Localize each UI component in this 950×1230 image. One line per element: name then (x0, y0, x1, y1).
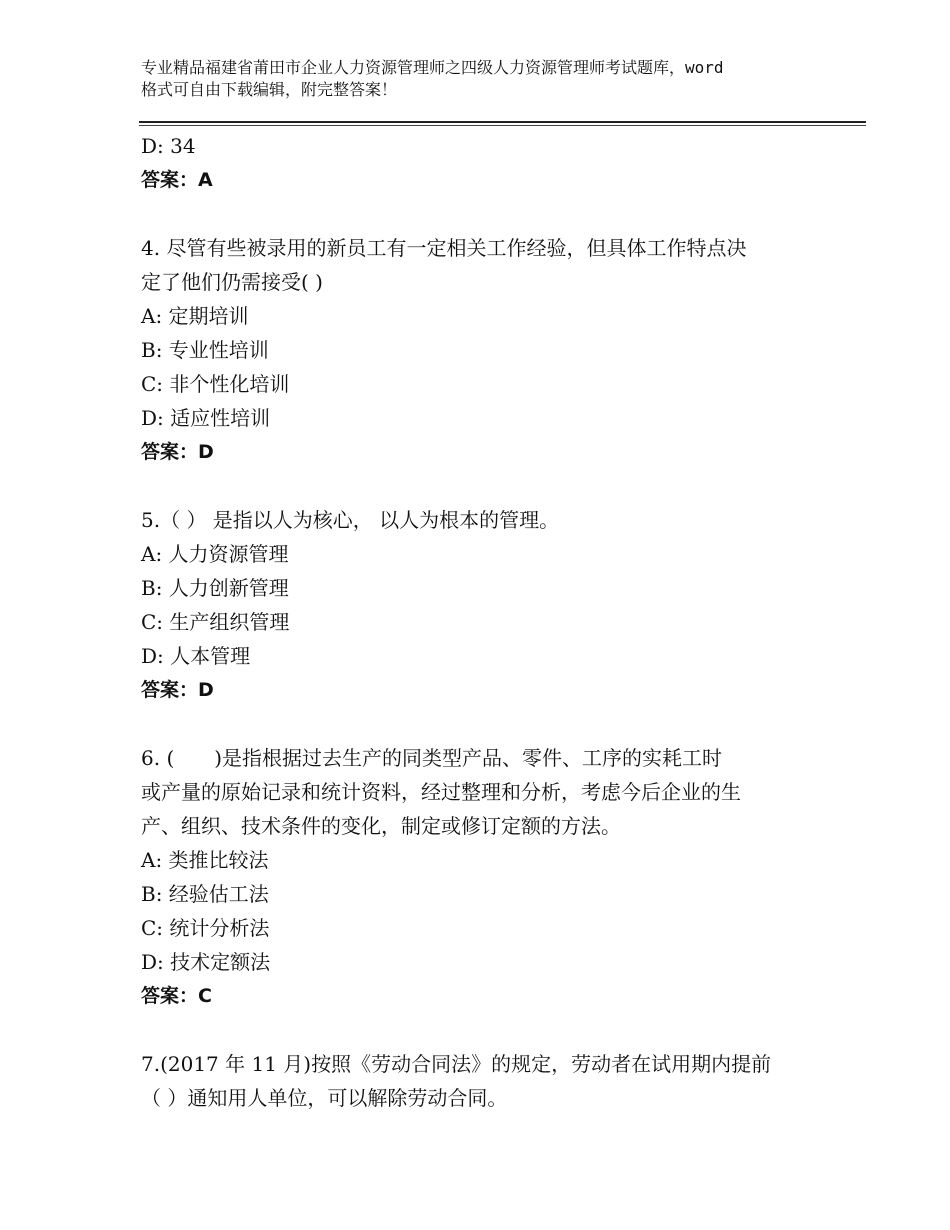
q5-stem-line-1: 5.（ ） 是指以人为核心， 以人为根本的管理。 (141, 508, 560, 532)
header-rule-thin (139, 125, 866, 126)
q6-option-d: D: 技术定额法 (141, 950, 271, 974)
document-header (141, 57, 821, 101)
q3-answer: 答案：A (141, 169, 213, 191)
q6-stem-line-2: 或产量的原始记录和统计资料，经过整理和分析，考虑今后企业的生 (141, 780, 741, 804)
q4-stem-line-2: 定了他们仍需接受( ) (141, 270, 323, 294)
q5-option-c: C: 生产组织管理 (141, 610, 290, 634)
header-line-1: 专业精品福建省莆田市企业人力资源管理师之四级人力资源管理师考试题库，word (141, 58, 724, 77)
q4-answer: 答案：D (141, 441, 214, 463)
q6-answer: 答案：C (141, 985, 212, 1007)
q4-option-b: B: 专业性培训 (141, 338, 269, 362)
q4-option-a: A: 定期培训 (141, 304, 249, 328)
q5-option-a: A: 人力资源管理 (141, 542, 289, 566)
header-rule-thick (139, 121, 866, 123)
q6-option-b: B: 经验估工法 (141, 882, 269, 906)
q4-option-c: C: 非个性化培训 (141, 372, 290, 396)
q5-option-d: D: 人本管理 (141, 644, 251, 668)
q5-answer: 答案：D (141, 679, 214, 701)
q7-stem-line-1: 7.(2017 年 11 月)按照《劳动合同法》的规定，劳动者在试用期内提前 (141, 1052, 772, 1076)
q4-stem-line-1: 4. 尽管有些被录用的新员工有一定相关工作经验，但具体工作特点决 (141, 236, 747, 260)
header-line-2: 格式可自由下载编辑，附完整答案！ (141, 80, 398, 99)
q6-stem-line-1: 6. ( )是指根据过去生产的同类型产品、零件、工序的实耗工时 (141, 746, 723, 770)
question-content (141, 129, 831, 1115)
q4-option-d: D: 适应性培训 (141, 406, 271, 430)
q6-stem-line-3: 产、组织、技术条件的变化，制定或修订定额的方法。 (141, 814, 621, 838)
q6-option-c: C: 统计分析法 (141, 916, 270, 940)
q7-stem-line-2: （ ）通知用人单位，可以解除劳动合同。 (141, 1086, 508, 1110)
q6-option-a: A: 类推比较法 (141, 848, 269, 872)
q5-option-b: B: 人力创新管理 (141, 576, 289, 600)
q3-option-d: D: 34 (141, 134, 196, 158)
